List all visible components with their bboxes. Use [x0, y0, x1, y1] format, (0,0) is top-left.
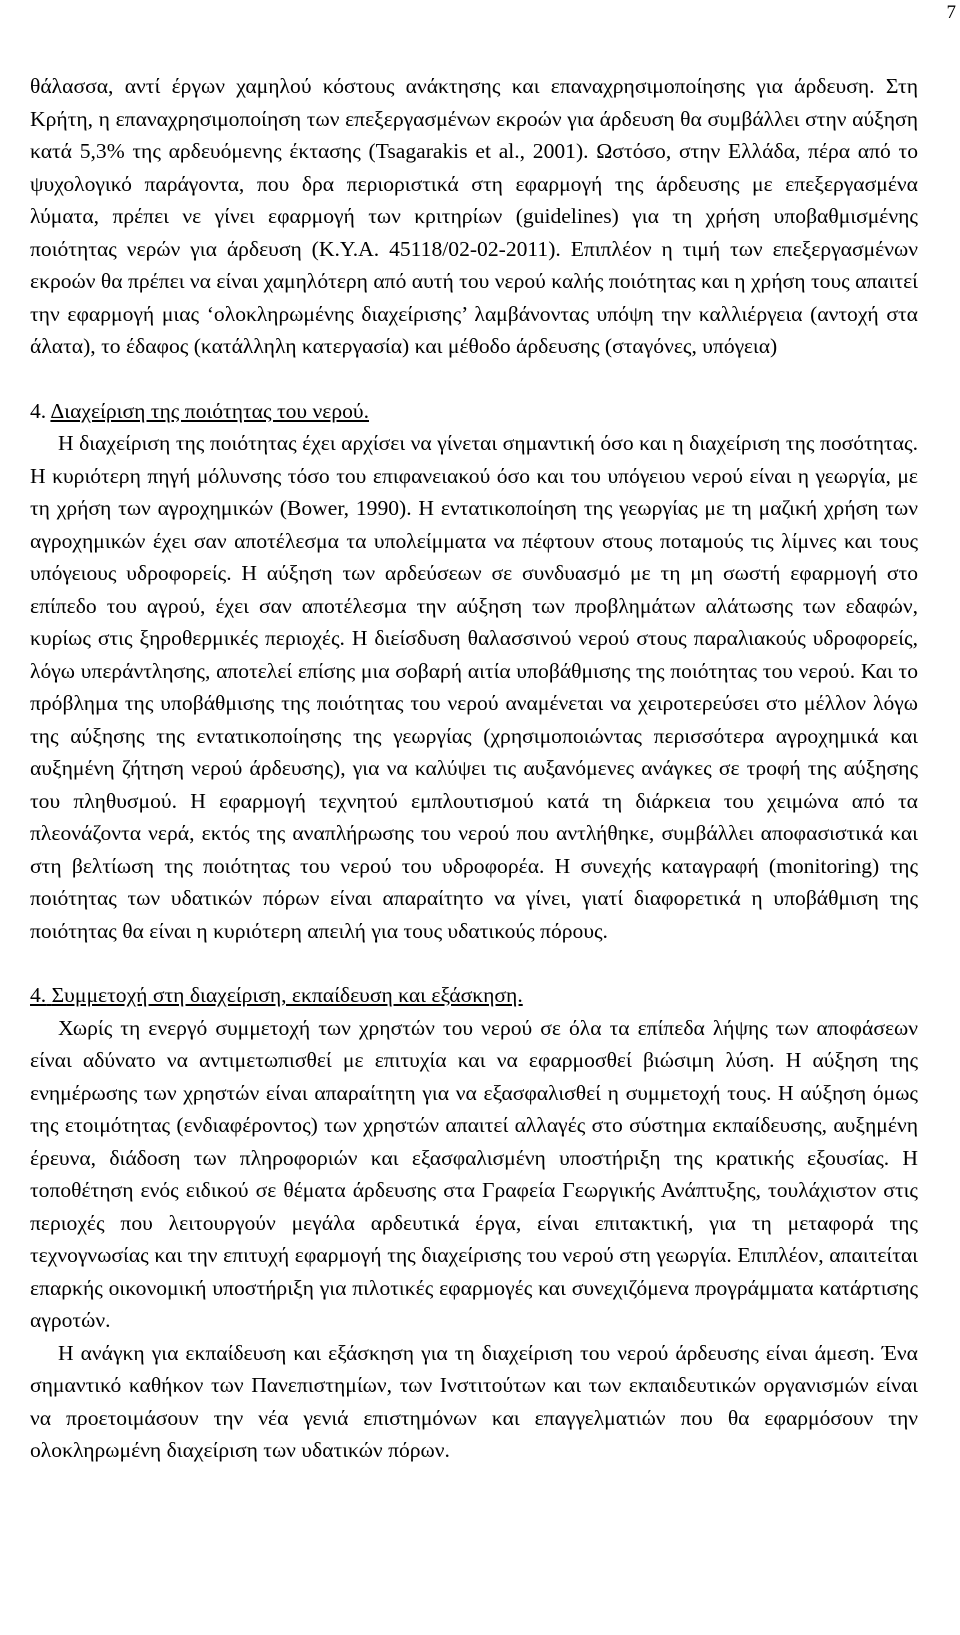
section-heading-water-quality	[30, 395, 918, 428]
section-title: Διαχείριση της ποιότητας του νερού.	[50, 398, 370, 423]
page-number: 7	[946, 2, 956, 23]
section-number: 4.	[30, 983, 47, 1007]
section-number: 4.	[30, 398, 47, 423]
intro-paragraph: θάλασσα, αντί έργων χαμηλού κόστους ανάκτησης και επαναχρησιμοποίησης για άρδευση. Στη Κρήτη, η επαναχρησιμοποίηση των επεξεργασμένων εκροών για άρδευση θα συμβάλλει στην αύξηση κατά 5,3% της αρδευόμενης έκτασης (Tsagarakis et al., 2001). Ωστόσο, στην Ελλάδα, πέρα από το ψυχολογικό παράγοντα, που δρα περιοριστικά στη εφαρμογή της άρδευσης με επεξεργασμένα λύματα, πρέπει νε γίνει εφαρμογή των κριτηρίων (guidelines) για τη χρήση υποβαθμισμένης ποιότητας νερών για άρδευση (Κ.Υ.Α. 45118/02-02-2011). Επιπλέον η τιμή των επεξεργασμένων εκροών θα πρέπει να είναι χαμηλότερη από αυτή του νερού καλής ποιότητας και η χρήση τους απαιτεί την εφαρμογή μιας ‘ολοκληρωμένης διαχείρισης’ λαμβάνοντας υπόψη την καλλιέργεια (αντοχή στα άλατα), το έδαφος (κατάλληλη κατεργασία) και μέθοδο άρδευσης (σταγόνες, υπόγεια)	[30, 74, 918, 358]
participation-paragraph-2: Η ανάγκη για εκπαίδευση και εξάσκηση για τη διαχείριση του νερού άρδευσης είναι άμεση. Ένα σημαντικό καθήκον των Πανεπιστημίων, των Ινστιτούτων και των εκπαιδευτικών οργανισμών είναι να προετοιμάσουν την νέα γενιά επιστημόνων και επαγγελματιών που θα εφαρμόσουν την ολοκληρωμένη διαχείριση των υδατικών πόρων.	[30, 1340, 918, 1462]
water-quality-paragraph: Η διαχείριση της ποιότητας έχει αρχίσει να γίνεται σημαντική όσο και η διαχείριση της ποσότητας. Η κυριότερη πηγή μόλυνσης τόσο του επιφανειακού όσο και του υπόγειου νερού είναι η γεωργία, με τη χρήση των αγροχημικών (Bower, 1990). Η εντατικοποίηση της γεωργίας με τη μαζική χρήση των αγροχημικών έχει σαν αποτέλεσμα τα υπολείμματα να πέφτουν στους ποταμούς τις λίμνες και τους υπόγειους υδροφορείς. Η αύξηση των αρδεύσεων σε συνδυασμό με τη μη σωστή εφαρμογή στο επίπεδο του αγρού, έχει σαν αποτέλεσμα την αύξηση των προβλημάτων αλάτωσης των εδαφών, κυρίως στις ξηροθερμικές περιοχές. Η διείσδυση θαλασσινού νερού στους παραλιακούς υδροφορείς, λόγω υπεράντλησης, αποτελεί επίσης μια σοβαρή αιτία υποβάθμισης της ποιότητας του νερού. Και το πρόβλημα της υποβάθμισης της ποιότητας του νερού αναμένεται να χειροτερεύσει στο μέλλον λόγω της αύξησης της εντατικοποίησης της γεωργίας (χρησιμοποιώντας περισσότερα αγροχημικά και αυξημένη ζήτηση νερού άρδευσης), για να καλύψει τις αυξανόμενες ανάγκες σε τροφή της αύξησης του πληθυσμού. Η εφαρμογή τεχνητού εμπλουτισμού κατά τη διάρκεια του χειμώνα από τα πλεονάζοντα νερά, εκτός της αναπλήρωσης του νερού που αντλήθηκε, συμβάλλει αποφασιστικά και στη βελτίωση της ποιότητας του νερού του υδροφορέα. Η συνεχής καταγραφή (monitoring) της ποιότητας των υδατικών πόρων είναι απαραίτητο να γίνει, γιατί διαφορετικά η υποβάθμιση της ποιότητας θα είναι η κυριότερη απειλή για τους υδατικούς πόρους.	[30, 431, 918, 943]
participation-paragraph-1: Χωρίς τη ενεργό συμμετοχή των χρηστών του νερού σε όλα τα επίπεδα λήψης των αποφάσεων είναι αδύνατο να αντιμετωπισθεί με επιτυχία και να εφαρμοσθεί βιώσιμη λύση. Η αύξηση της ενημέρωσης των χρηστών είναι απαραίτητη για να εξασφαλισθεί η συμμετοχή τους. Η αύξηση όμως της ετοιμότητας (ενδιαφέροντος) των χρηστών απαιτεί αλλαγές στο σύστημα εκπαίδευσης, αυξημένη έρευνα, διάδοση των πληροφοριών και εξασφαλισμένη υποστήριξη της κρατικής εξουσίας. Η τοποθέτηση ενός ειδικού σε θέματα άρδευσης στα Γραφεία Γεωργικής Ανάπτυξης, τουλάχιστον στις περιοχές που λειτουργούν μεγάλα αρδευτικά έργα, είναι επιτακτική, για τη μεταφορά της τεχνογνωσίας και την επιτυχή εφαρμογή της διαχείρισης του νερού στη γεωργία. Επιπλέον, απαιτείται επαρκής οικονομική υποστήριξη για πιλοτικές εφαρμογές και συνεχιζόμενα προγράμματα κατάρτισης αγροτών.	[30, 1015, 918, 1332]
section-title: Συμμετοχή στη διαχείριση, εκπαίδευση και εξάσκηση.	[51, 983, 523, 1007]
document-body	[30, 70, 918, 1467]
section-heading-participation	[30, 979, 918, 1012]
